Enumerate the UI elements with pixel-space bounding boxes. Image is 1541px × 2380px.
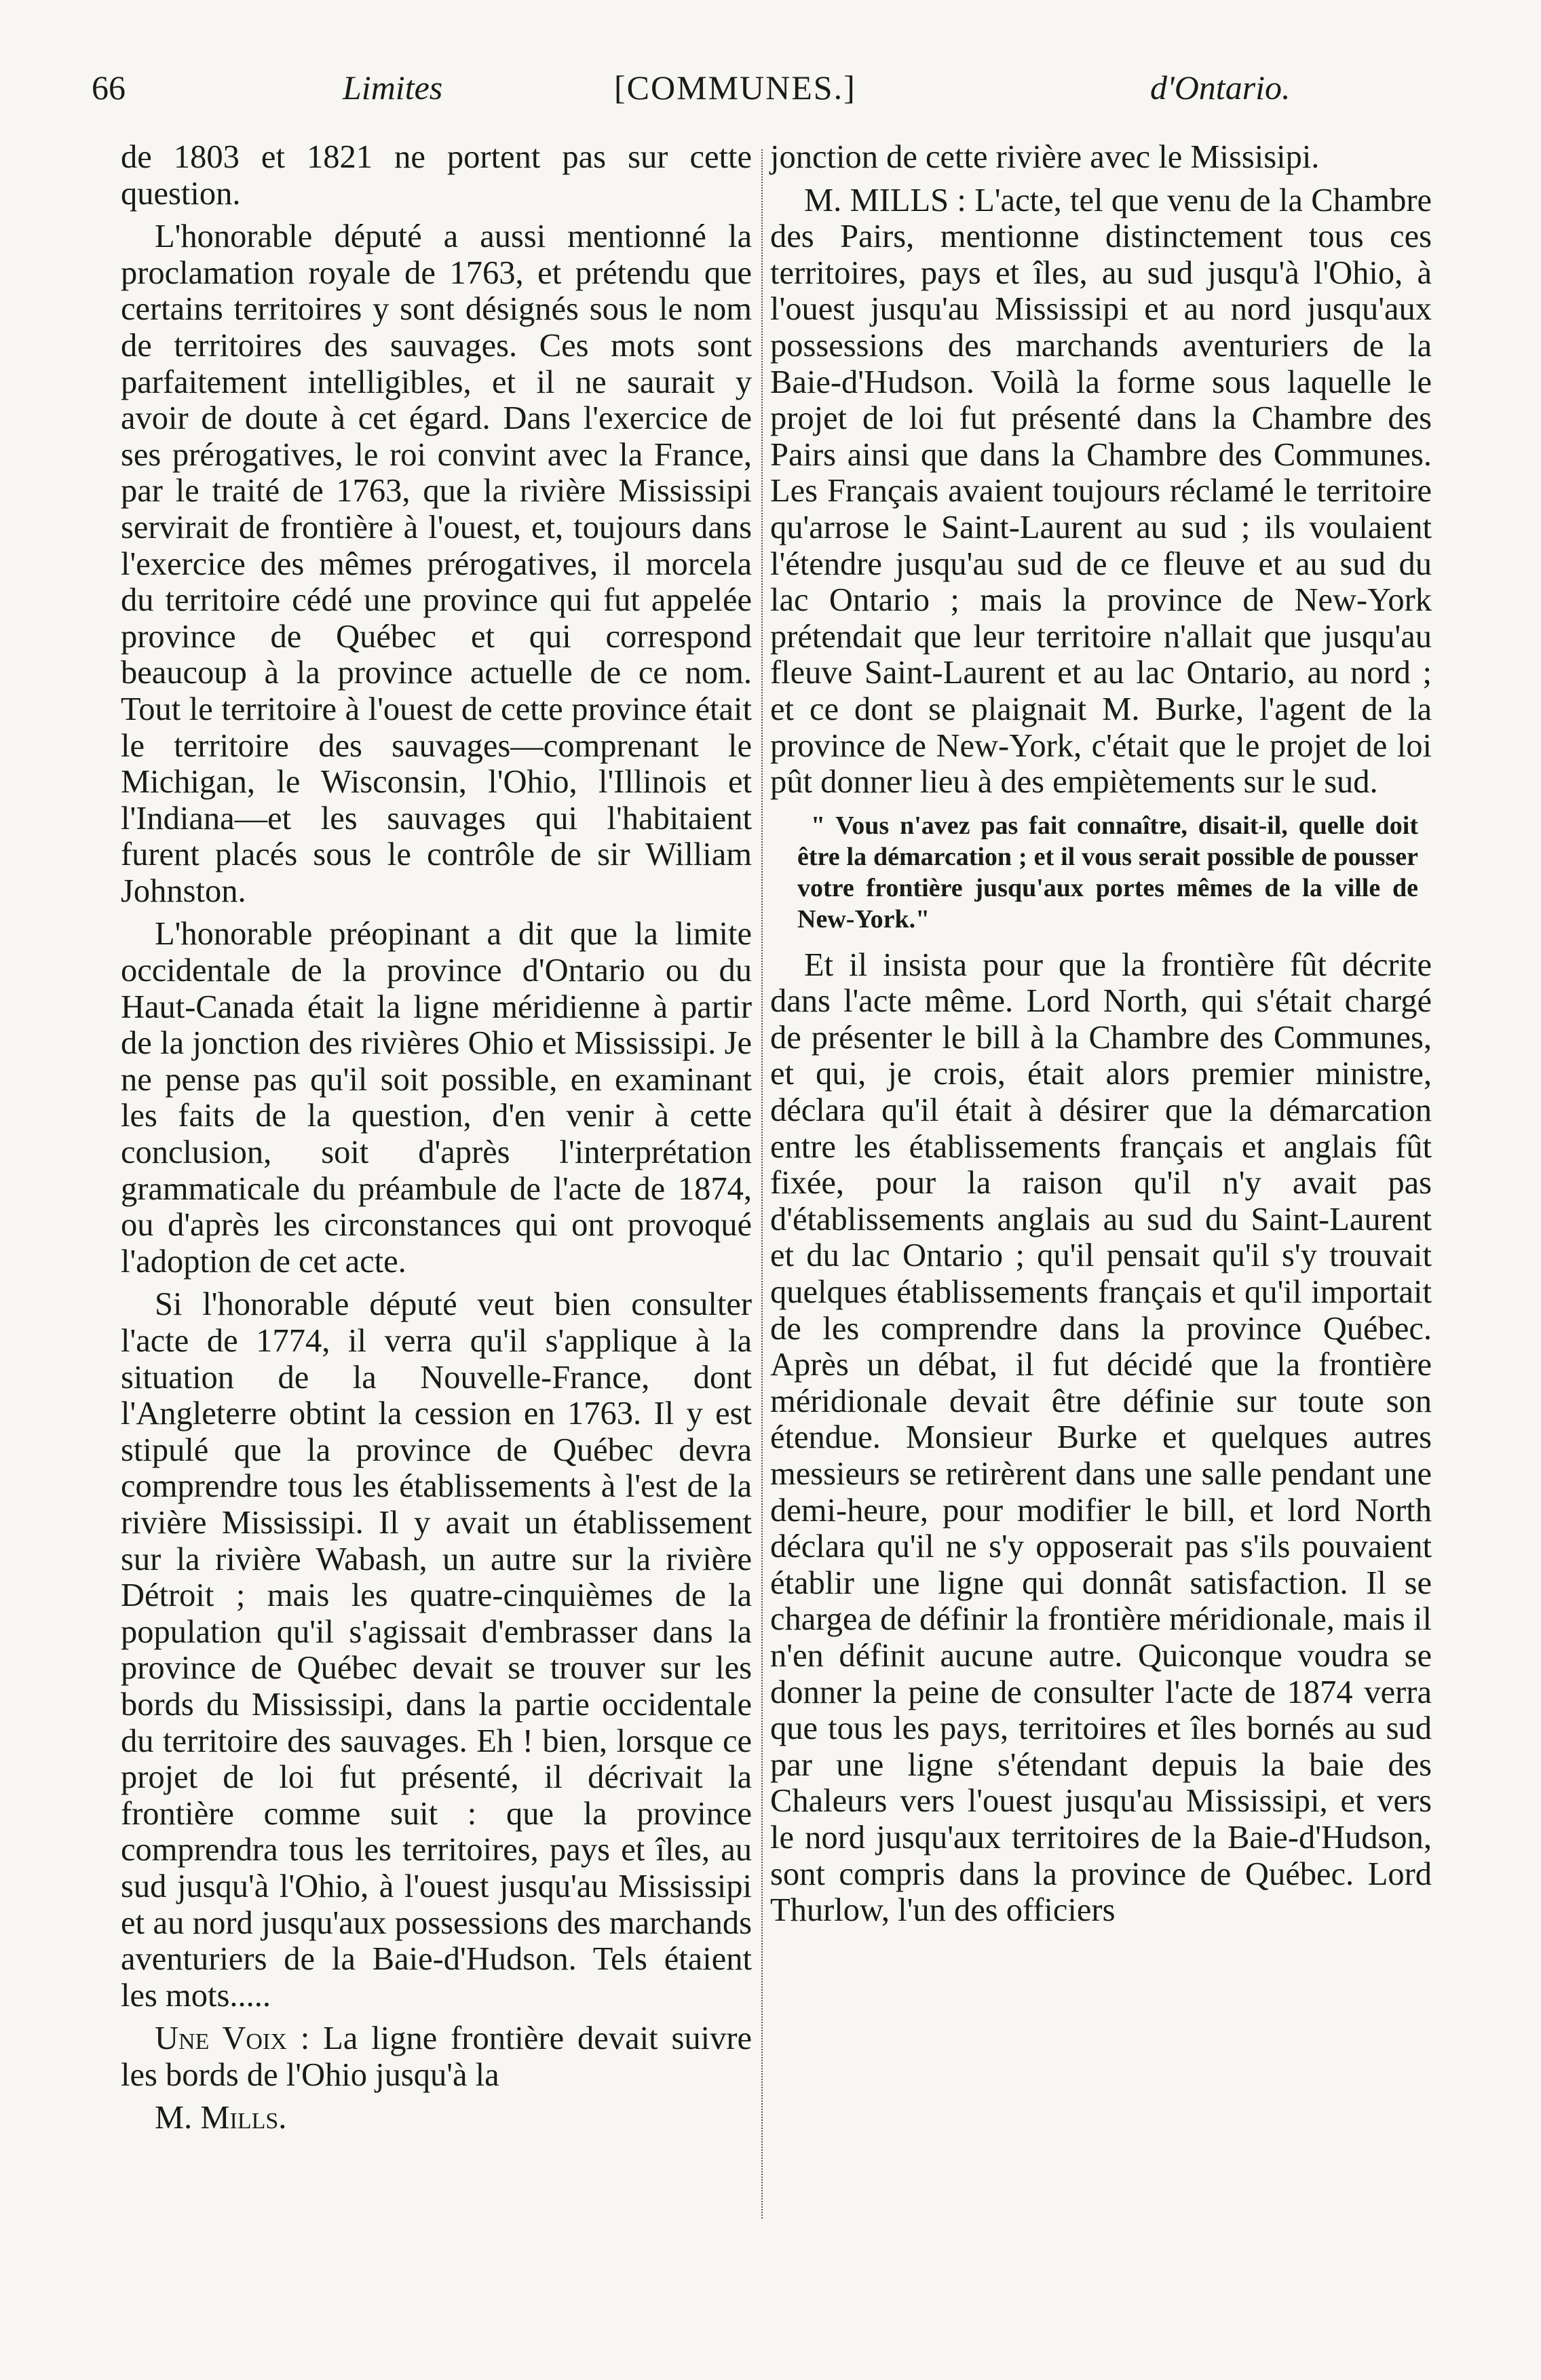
paragraph: M. MILLS : L'acte, tel que venu de la Chambre des Pairs, mentionne distinctement tous ces territoires, pays et îles, au sud jusqu'à l'Ohio, à l'ouest jusqu'au Mississipi et au nord jusqu'aux possessions des marchands aventuriers de la Baie-d'Hudson. Voilà la forme sous laquelle le projet de loi fut présenté dans la Chambre des Pairs ainsi que dans la Chambre des Communes. Les Français avaient toujours réclamé le territoire qu'arrose le Saint-Laurent au sud ; ils voulaient l'étendre jusqu'au sud de ce fleuve et au sud du lac Ontario ; mais la province de New-York prétendait que leur territoire n'allait que jusqu'au fleuve Saint-Laurent et au lac Ontario, au nord ; et ce dont se plaignait M. Burke, l'agent de la province de New-York, c'était que le projet de loi pût donner lieu à des empiètements sur le sud. [770,182,1432,801]
paragraph: jonction de cette rivière avec le Missisipi. [770,139,1320,175]
paragraph: L'honorable préopinant a dit que la limite occidentale de la province d'Ontario ou du Haut-Canada était la ligne méridienne à partir de la jonction des rivières Ohio et Mississipi. Je ne pense pas qu'il soit possible, en examinant les faits de la question, d'en venir à cette conclusion, soit d'après l'interprétation grammaticale du préambule de l'acte de 1874, ou d'après les circonstances qui ont provoqué l'adoption de cet acte. [121,916,752,1280]
speaker-name: Une Voix [155,2020,287,2057]
paragraph-interjection [121,2020,752,2093]
header-left-title: Limites [343,69,443,107]
paragraph: L'honorable député a aussi mentionné la proclamation royale de 1763, et prétendu que certains territoires y sont désignés sous le nom de territoires des sauvages. Ces mots sont parfaitement intelligibles, et il ne saurait y avoir de doute à cet égard. Dans l'exercice de ses prérogatives, le roi convint avec la France, par le traité de 1763, que la rivière Mississipi servirait de frontière à l'ouest, et, toujours dans l'exercice des mêmes prérogatives, il morcela du territoire cédé une province qui fut appelée province de Québec et qui correspond beaucoup à la province actuelle de ce nom. Tout le territoire à l'ouest de cette province était le territoire des sauvages—comprenant le Michigan, le Wisconsin, l'Ohio, l'Illinois et l'Indiana—et les sauvages qui l'habitaient furent placés sous le contrôle de sir William Johnston. [121,218,752,909]
running-header [92,68,1449,122]
page-number: 66 [92,69,126,107]
header-right-title: d'Ontario. [1150,69,1291,107]
speaker-signature: M. Mills. [155,2100,287,2136]
right-column [770,139,1432,1936]
paragraph: de 1803 et 1821 ne portent pas sur cette question. [121,139,752,212]
column-divider [761,149,763,2219]
block-quote: " Vous n'avez pas fait connaître, disait-il, quelle doit être la démarcation ; et il vous serait possible de pousser votre frontière jusqu'aux portes mêmes de la ville de New-York." [797,811,1418,934]
left-column [121,139,752,2143]
paragraph: Et il insista pour que la frontière fût décrite dans l'acte même. Lord North, qui s'était chargé de présenter le bill à la Chambre des Communes, et qui, je crois, était alors premier ministre, déclara qu'il était à désirer que la démarcation entre les établissements français et anglais fût fixée, pour la raison qu'il n'y avait pas d'établissements anglais au sud du Saint-Laurent et du lac Ontario ; qu'il pensait qu'il s'y trouvait quelques établissements français et qu'il importait de les comprendre dans la province Québec. Après un débat, il fut décidé que la frontière méridionale devait être définie sur toute son étendue. Monsieur Burke et quelques autres messieurs se retirèrent dans une salle pendant une demi-heure, pour modifier le bill, et lord North déclara qu'il ne s'y opposerait pas s'ils pouvaient établir une ligne qui donnât satisfaction. Il se chargea de définir la frontière méridionale, mais il n'en définit aucune autre. Quiconque voudra se donner la peine de consulter l'acte de 1874 verra que tous les pays, territoires et îles bornés au sud par une ligne s'étendant depuis la baie des Chaleurs vers l'ouest jusqu'au Mississipi, et vers le nord jusqu'aux territoires de la Baie-d'Hudson, sont compris dans la province de Québec. Lord Thurlow, l'un des officiers [770,946,1432,1929]
paragraph: Si l'honorable député veut bien consulter l'acte de 1774, il verra qu'il s'applique à la situation de la Nouvelle-France, dont l'Angleterre obtint la cession en 1763. Il y est stipulé que la province de Québec devra comprendre tous les établissements à l'est de la rivière Mississipi. Il y avait un établissement sur la rivière Wabash, un autre sur la rivière Détroit ; mais les quatre-cinquièmes de la population qu'il s'agissait d'embrasser dans la province de Québec devait se trouver sur les bords du Mississipi, dans la partie occidentale du territoire des sauvages. Eh ! bien, lorsque ce projet de loi fut présenté, il décrivait la frontière comme suit : que la province comprendra tous les territoires, pays et îles, au sud jusqu'à l'Ohio, à l'ouest jusqu'au Mississipi et au nord jusqu'aux possessions des marchands aventuriers de la Baie-d'Hudson. Tels étaient les mots..... [121,1286,752,2014]
header-center-title: [COMMUNES.] [614,69,856,107]
interjection-text: : La ligne frontière devait suivre les bords de l'Ohio jusqu'à la [121,2020,752,2093]
